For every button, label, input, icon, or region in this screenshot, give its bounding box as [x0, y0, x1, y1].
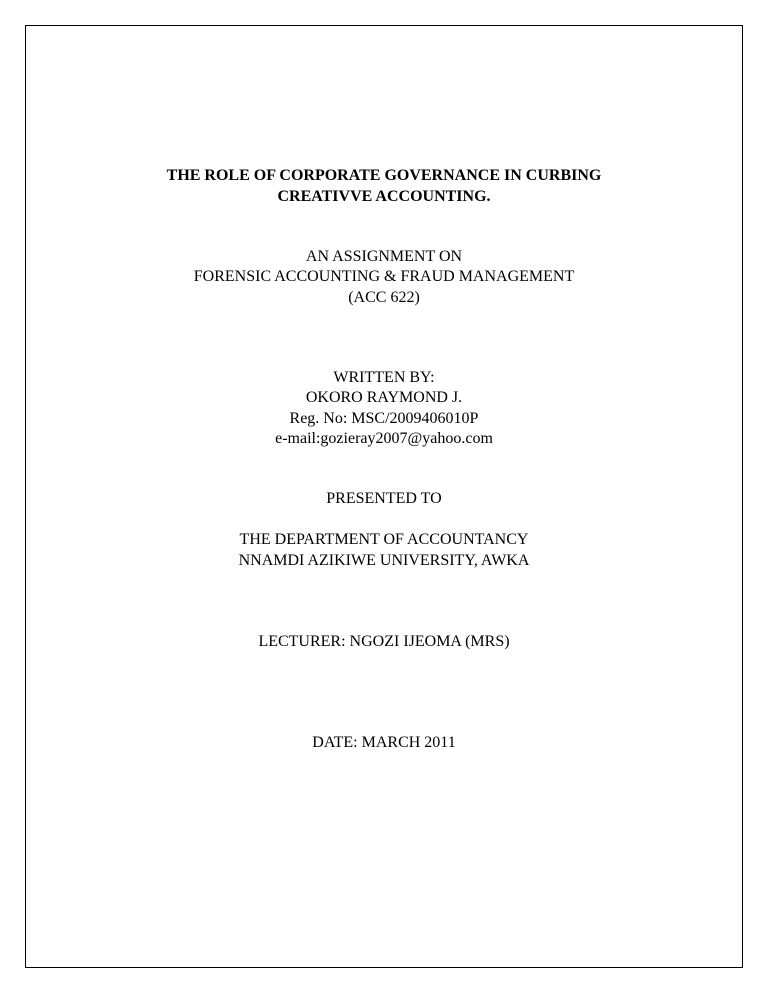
university-name: NNAMDI AZIKIWE UNIVERSITY, AWKA	[238, 552, 530, 569]
author-name: OKORO RAYMOND J.	[305, 389, 463, 406]
date-line: DATE: MARCH 2011	[312, 734, 456, 751]
registration-number: Reg. No: MSC/2009406010P	[289, 410, 479, 427]
course-code: (ACC 622)	[348, 289, 420, 306]
written-by-label: WRITTEN BY:	[333, 369, 435, 386]
presented-to-label: PRESENTED TO	[326, 490, 442, 507]
assignment-intro: AN ASSIGNMENT ON	[305, 248, 463, 265]
title-line-1: THE ROLE OF CORPORATE GOVERNANCE IN CURBING	[166, 167, 602, 184]
title-line-2: CREATIVVE ACCOUNTING.	[277, 188, 491, 205]
course-name: FORENSIC ACCOUNTING & FRAUD MANAGEMENT	[193, 268, 575, 285]
author-email: e-mail:gozieray2007@yahoo.com	[275, 430, 493, 447]
department-name: THE DEPARTMENT OF ACCOUNTANCY	[239, 531, 529, 548]
lecturer-line: LECTURER: NGOZI IJEOMA (MRS)	[258, 633, 510, 650]
